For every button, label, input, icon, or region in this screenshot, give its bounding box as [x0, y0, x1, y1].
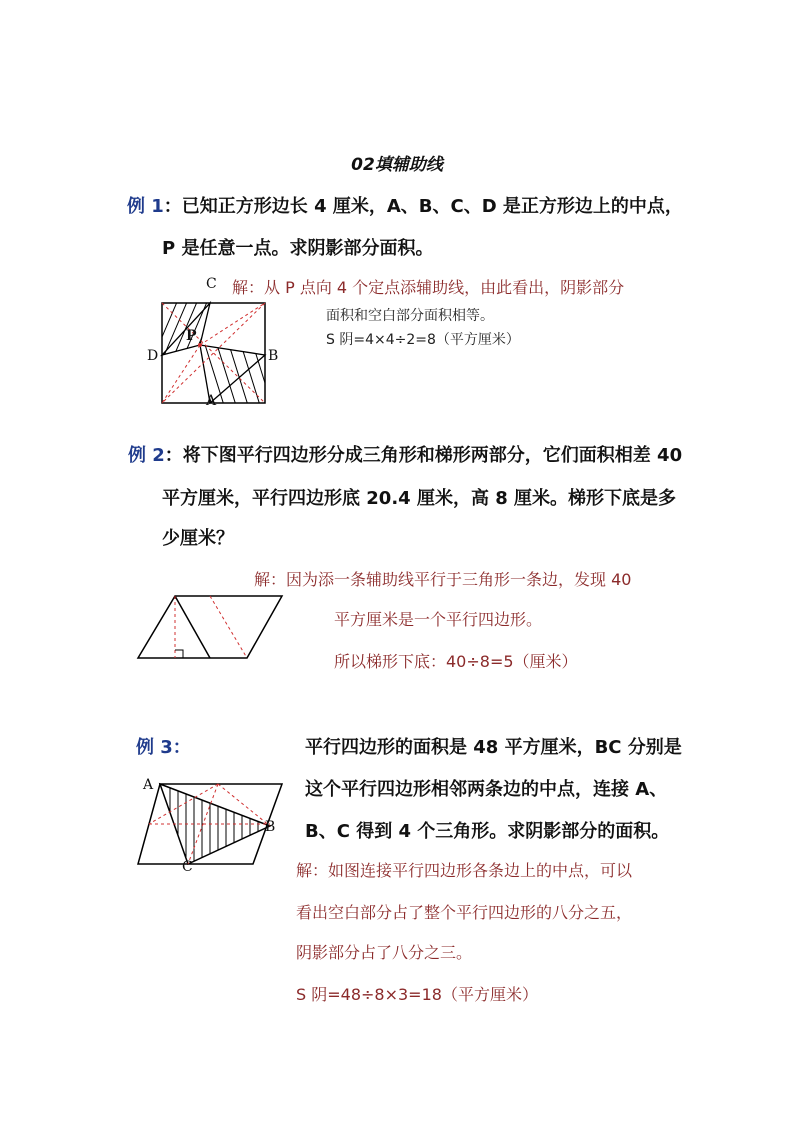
- example1-label-c: C: [206, 276, 217, 292]
- example3-text-line2: 这个平行四边形相邻两条边的中点，连接 A、: [305, 779, 668, 800]
- example2-text-line2: 平方厘米，平行四边形底 20.4 厘米，高 8 厘米。梯形下底是多: [162, 488, 676, 509]
- example2-label: 例 2: [128, 445, 165, 466]
- example1-label-a: A: [206, 393, 217, 409]
- page-title: 02填辅助线: [351, 155, 443, 175]
- example3-label-c: C: [182, 859, 193, 875]
- example1-solution-line2: 面积和空白部分面积相等。: [326, 308, 494, 324]
- example2-solution-line1: 解：因为添一条辅助线平行于三角形一条边，发现 40: [254, 570, 632, 589]
- example1-label-b: B: [268, 348, 279, 364]
- example3-text-line3: B、C 得到 4 个三角形。求阴影部分的面积。: [305, 821, 670, 842]
- example3-solution-line1: 解：如图连接平行四边形各条边上的中点，可以: [296, 861, 633, 880]
- example1-label-d: D: [147, 348, 159, 364]
- example2-solution-line2: 平方厘米是一个平行四边形。: [334, 610, 543, 629]
- example3-solution-line3: 阴影部分占了八分之三。: [296, 943, 473, 962]
- example3-solution-line2: 看出空白部分占了整个平行四边形的八分之五，: [296, 903, 633, 922]
- example3-solution-line4: S 阴=48÷8×3=18（平方厘米）: [296, 985, 538, 1004]
- example2-solution-line3: 所以梯形下底：40÷8=5（厘米）: [334, 652, 578, 671]
- example3-colon: ：: [172, 737, 191, 758]
- example2-text-line1: ：将下图平行四边形分成三角形和梯形两部分，它们面积相差 40: [164, 445, 683, 466]
- example1-solution-line3: S 阴=4×4÷2=8（平方厘米）: [326, 332, 520, 348]
- example1-text-line1: ：已知正方形边长 4 厘米，A、B、C、D 是正方形边上的中点，: [163, 196, 683, 217]
- example1-label-p: P: [186, 328, 197, 344]
- example1-text-line2: P 是任意一点。求阴影部分面积。: [162, 238, 434, 259]
- example2-text-line3: 少厘米？: [162, 528, 234, 549]
- example3-label: 例 3: [136, 737, 173, 758]
- example1-question-line1: [127, 192, 683, 218]
- example2-figure: [130, 588, 290, 668]
- example3-heading: [136, 733, 191, 759]
- example3-label-a: A: [143, 777, 154, 793]
- example3-label-b: B: [265, 819, 276, 835]
- example2-question-line1: [128, 441, 682, 467]
- example3-text-line1: 平行四边形的面积是 48 平方厘米，BC 分别是: [305, 737, 682, 758]
- example1-solution-line1: 解：从 P 点向 4 个定点添辅助线，由此看出，阴影部分: [232, 278, 625, 297]
- example1-label: 例 1: [127, 196, 164, 217]
